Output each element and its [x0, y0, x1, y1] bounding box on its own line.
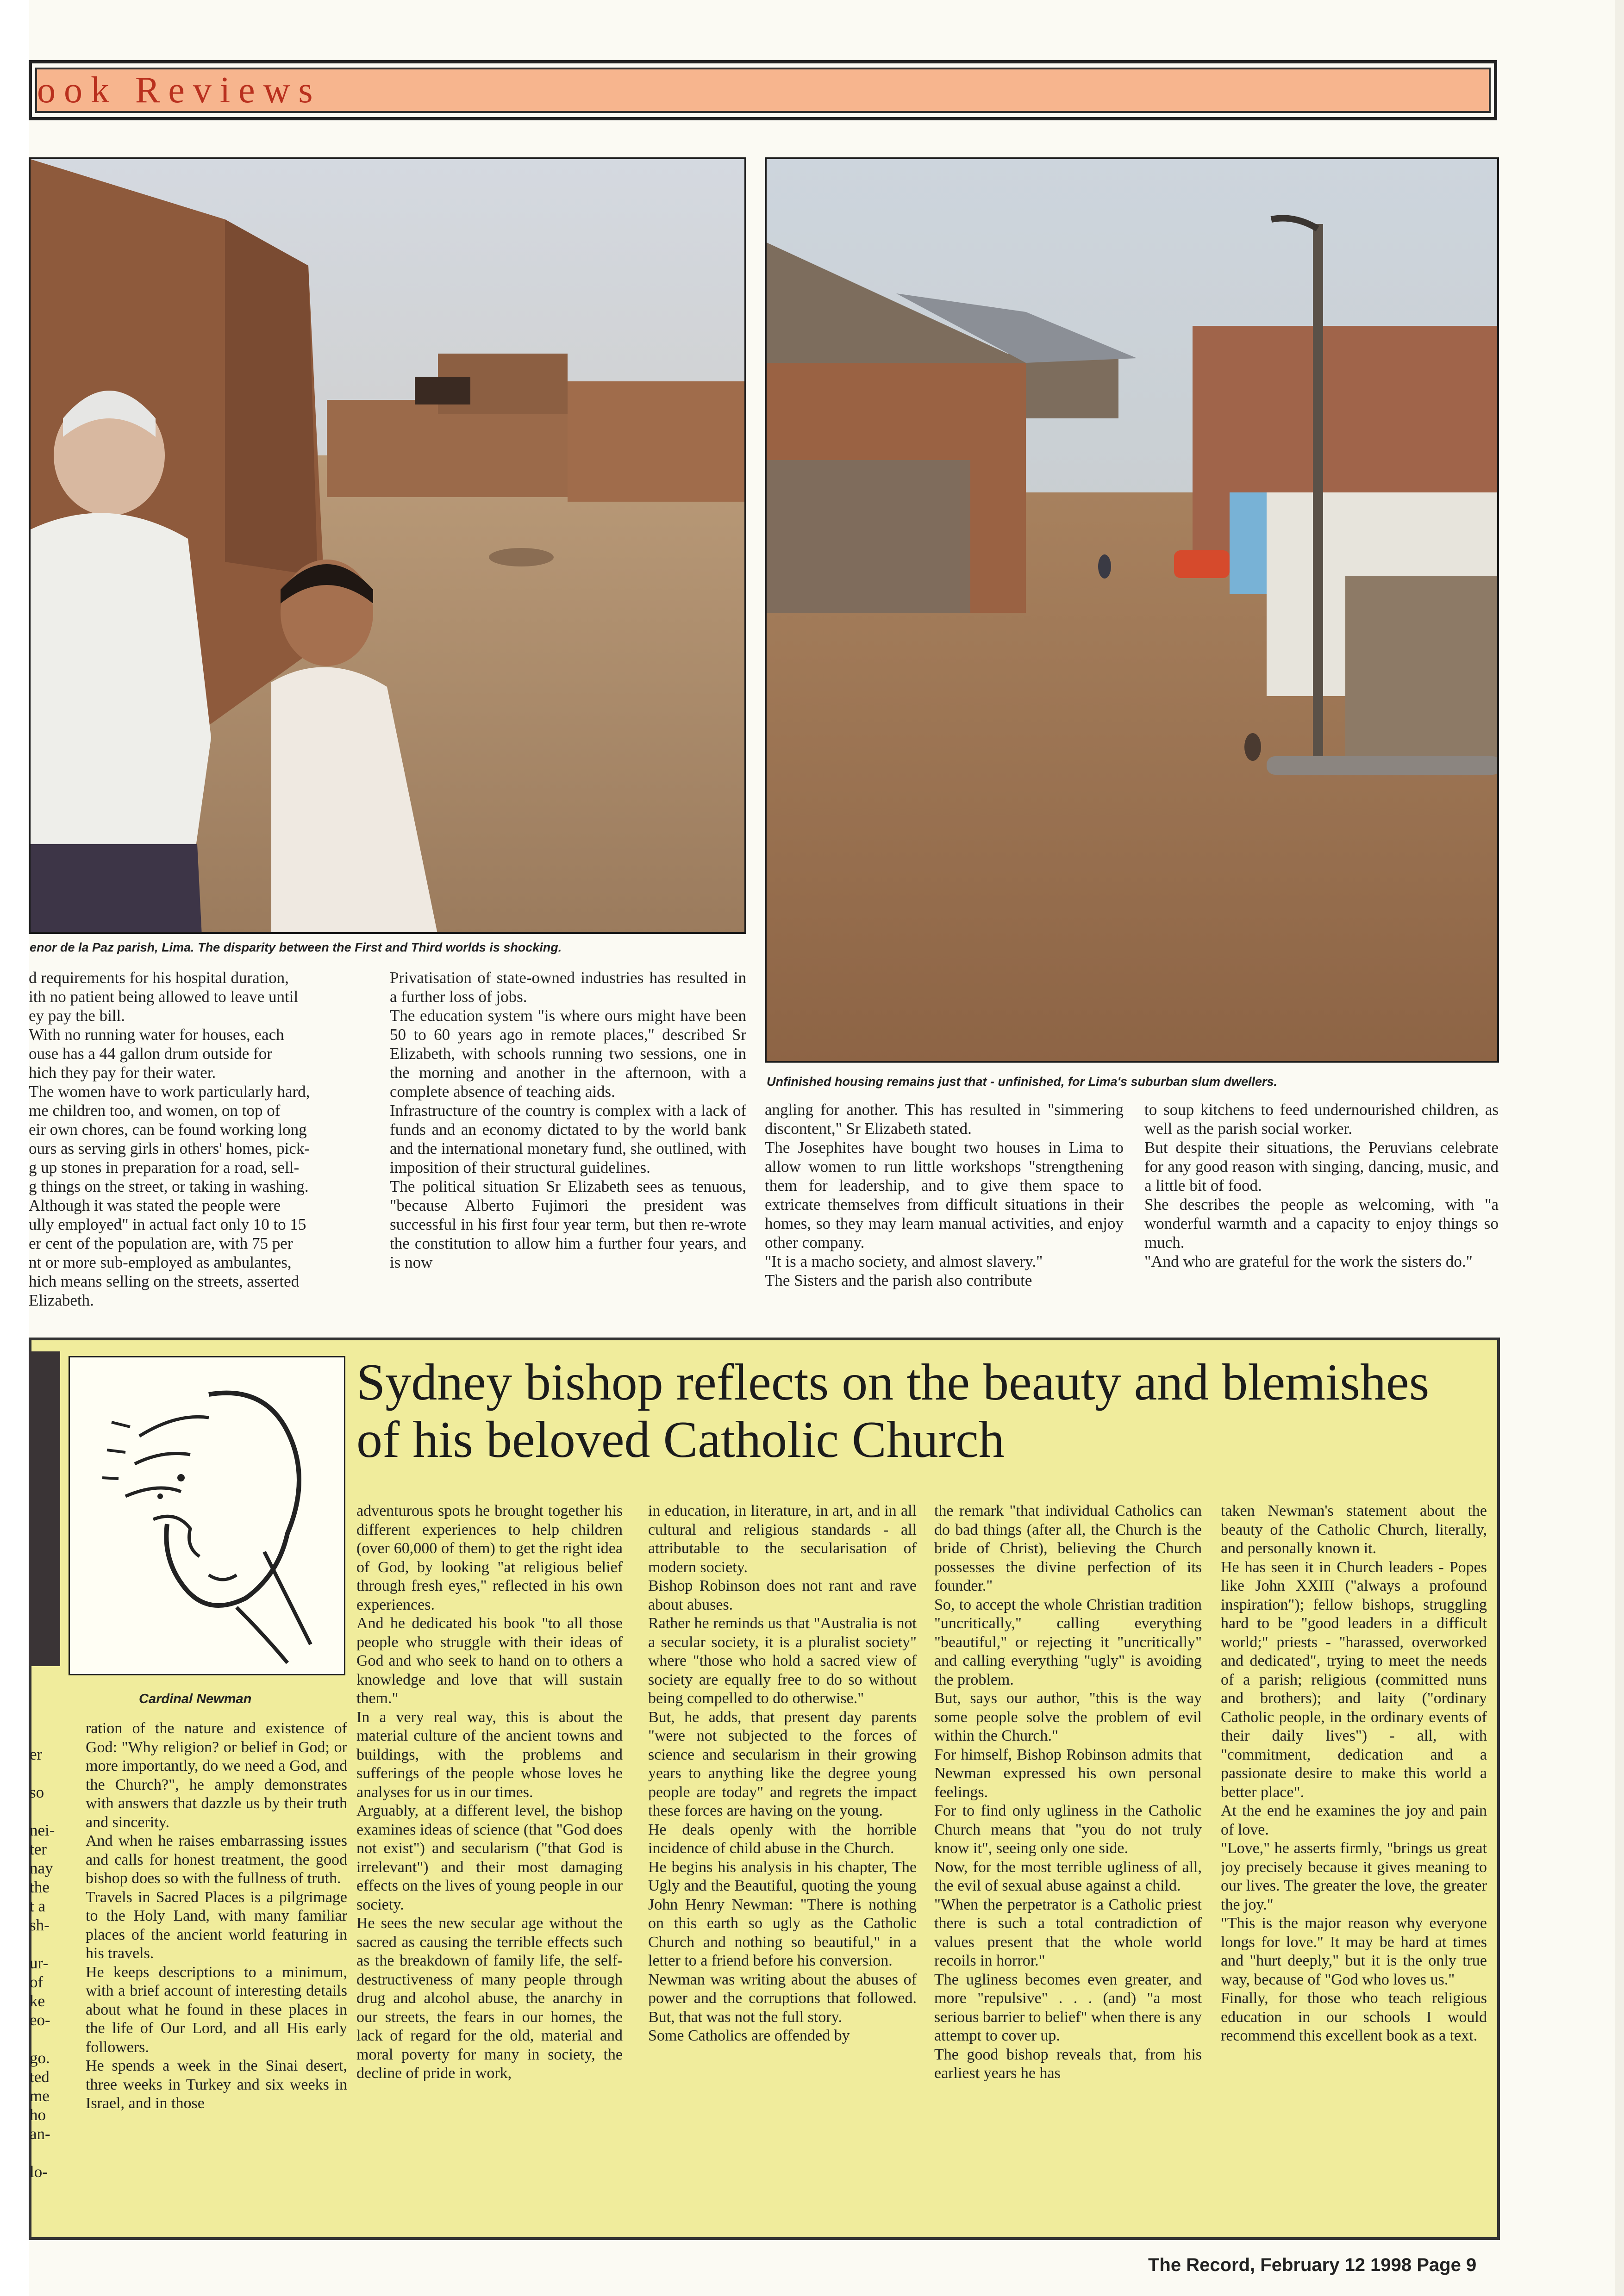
review-column-4: the remark "that individual Catholics can do bad things (after all, the Church is the bride of Christ), believing the Church possesses the divine perfection of its founder." So, to accept the whole Christian tradition "uncritically," calling everything "beautiful," or rejecting it "uncritically" and calling everything "ugly" is avoiding the problem. But, says our author, "this is the way some people solve the problem of evil within the Church." For himself, Bishop Robinson admits that Newman expressed his own personal feelings. For to find only ugliness in the Catholic Church means that "you do not truly know it", seeing only one side. Now, for the most terrible ugliness of all, the evil of sexual abuse against a child. "When the perpetrator is a Catholic priest there is such a total contradiction of values present that the whole world recoils in horror." The ugliness becomes even greater, and more "repulsive" . . . (and) "a most serious barrier to belief" when there is any attempt to cover up. The good bishop reveals that, from his earliest years he has: [934, 1502, 1202, 2082]
left-edge-dark-bar: [29, 1351, 60, 1666]
review-column-3: in education, in literature, in art, and in all cultural and religious standards - all attributable to the secularisation of modern society. Bishop Robinson does not rant and rave about abuses. Rather he reminds us that "Australia is not a secular society, it is a pluralist society" where "those who hold a sacred view of society are equally free to do so without being compelled to do otherwise." But, he adds, that present day parents "were not subjected to the forces of science and secularism in their growing years to anything like the degree young people are today" and regrets the impact these forces are having on the young. He deals openly with the horrible incidence of child abuse in the Church. He begins his analysis in his chapter, The Ugly and the Beautiful, quoting the young John Henry Newman: "There is nothing on this earth so ugly as the Catholic Church and nothing so beautiful," in a letter to a friend before his conversion. Newman was writing about the abuses of power and the corruptions that followed. But, that was not the full story. Some Catholics are offended by: [648, 1502, 917, 2044]
review-column-1: ration of the nature and existence of God: "Why religion? or belief in God; or more importantly, do we need a God, and the Church?", he amply demonstrates with answers that dazzle us by their truth and sincerity. And when he raises embarrassing issues and calls for honest treatment, the good bishop does so with the fullness of truth. Travels in Sacred Places is a pilgrimage to the Holy Land, with many familiar places of the ancient world featuring in his travels. He keeps descriptions to a minimum, with a brief account of interesting details about what he found in these places in the life of Our Lord, and all His early followers. He spends a week in the Sinai desert, three weeks in Turkey and six weeks in Israel, and in those: [86, 1720, 347, 2112]
top-article-column-4: to soup kitchens to feed undernourished children, as well as the parish social worker. But despite their situations, the Peruvians celebrate for any good reason with singing, dancing, music, and a little bit of food. She describes the people as welcoming, with "a wonderful warmth and a capacity to enjoy things so much. "And who are grateful for the work the sisters do.": [1144, 1101, 1499, 1270]
left-photo-caption: enor de la Paz parish, Lima. The disparity between the First and Third worlds is shocking.: [30, 940, 562, 954]
top-article-column-2: Privatisation of state-owned industries has resulted in a further loss of jobs. The education system "is where ours might have been 50 to 60 years ago in remote places," described Sr Elizabeth, with schools running two sessions, one in the morning and another in the afternoon, with a complete absence of teaching aids. Infrastructure of the country is complex with a lack of funds and an economy dictated to by the world bank and the international monetary fund, she outlined, with imposition of their structural guidelines. The political situation Sr Elizabeth sees as tenuous, "because Alberto Fujimori the president was successful in his first four year term, but then re-wrote the constitution to allow him a further four years, and is now: [390, 969, 746, 1271]
right-photo-caption: Unfinished housing remains just that - unfinished, for Lima's suburban slum dwellers.: [767, 1075, 1278, 1089]
cardinal-newman-portrait: [69, 1356, 345, 1675]
section-banner: ook Reviews: [35, 68, 1491, 113]
photo-woman-and-girl: [29, 157, 746, 934]
cut-off-column-fragments: er so nei- ter nay the t a sh- ur- of ke eo- go. ted me ho an- lo-: [30, 1745, 55, 2181]
review-headline: Sydney bishop reflects on the beauty and blemishes of his beloved Catholic Church: [356, 1354, 1430, 1468]
photo-unfinished-housing: [765, 157, 1499, 1063]
page-footer: The Record, February 12 1998 Page 9: [1148, 2255, 1477, 2275]
top-article-column-1: d requirements for his hospital duration, ith no patient being allowed to leave until ey pay the bill. With no running water for houses, each ouse has a 44 gallon drum outside for hich they pay for their water. The women have to work particularly hard, me children too, and women, on top of eir own chores, can be found working long ours as serving girls in others' homes, pick- g up stones in preparation for a road, sell- g things on the street, or taking in washing. Although it was stated the people were ully employed" in actual fact only 10 to 15 er cent of the population are, with 75 per nt or more sub-employed as ambulantes, hich means selling on the streets, asserted Elizabeth.: [29, 969, 310, 1309]
review-column-2: adventurous spots he brought together his different experiences to help children (over 60,000 of them) to get the right idea of God, by looking "at religious belief through fresh eyes," reflected in his own experiences. And he dedicated his book "to all those people who struggle with their ideas of God and who seek to hand on to others a knowledge and love that will sustain them." In a very real way, this is about the material culture of the ancient towns and buildings, with the problems and sufferings of the people whose loves he analyses for us in our times. Arguably, at a different level, the bishop examines ideas of science (that "God does not exist") and secularism ("that God is irrelevant") and their most damaging effects on the lives of young people in our society. He sees the new secular age without the sacred as causing the terrible effects such as the breakdown of family life, the self-destructiveness of many people through drug and alcohol abuse, the anarchy in our streets, the fears in our homes, the lack of regard for the old, material and moral poverty for many in society, the decline of pride in work,: [356, 1502, 623, 2082]
street-scene-illustration: [31, 159, 746, 934]
portrait-sketch-icon: [70, 1357, 344, 1674]
page-right-margin: [1615, 0, 1624, 2296]
top-article-column-3: angling for another. This has resulted in "simmering discontent," Sr Elizabeth stated. The Josephites have bought two houses in Lima to allow women to run little workshops "strengthening them for leadership, and to give them space to extricate themselves from difficult situations in their homes, so they may learn manual activities, and enjoy other company. "It is a macho society, and almost slavery." The Sisters and the parish also contribute: [765, 1101, 1124, 1289]
portrait-caption: Cardinal Newman: [139, 1692, 252, 1706]
review-column-5: taken Newman's statement about the beauty of the Catholic Church, literally, and personally known it. He has seen it in Church leaders - Popes like John XXIII ("always a profound inspiration"); fellow bishops, struggling hard to be "good leaders in a difficult world;" priests - "harassed, overworked and dedicated", trying to meet the needs of a parish; religious (committed nuns and brothers); and laity ("ordinary Catholic people, in the ordinary events of their daily lives") - all, with "commitment, dedication and a passionate desire to make this world a better place". At the end he examines the joy and pain of love. "Love," he asserts firmly, "brings us great joy precisely because it gives meaning to our lives. The greater the love, the greater the joy." "This is the major reason why everyone longs for love." It may be hard at times and "hurt deeply," but it is the only true way, because of "God who loves us." Finally, for those who teach religious education in our schools I would recommend this excellent book as a text.: [1221, 1502, 1487, 2044]
slum-street-illustration: [767, 159, 1499, 1063]
page-left-margin: [0, 0, 29, 2296]
